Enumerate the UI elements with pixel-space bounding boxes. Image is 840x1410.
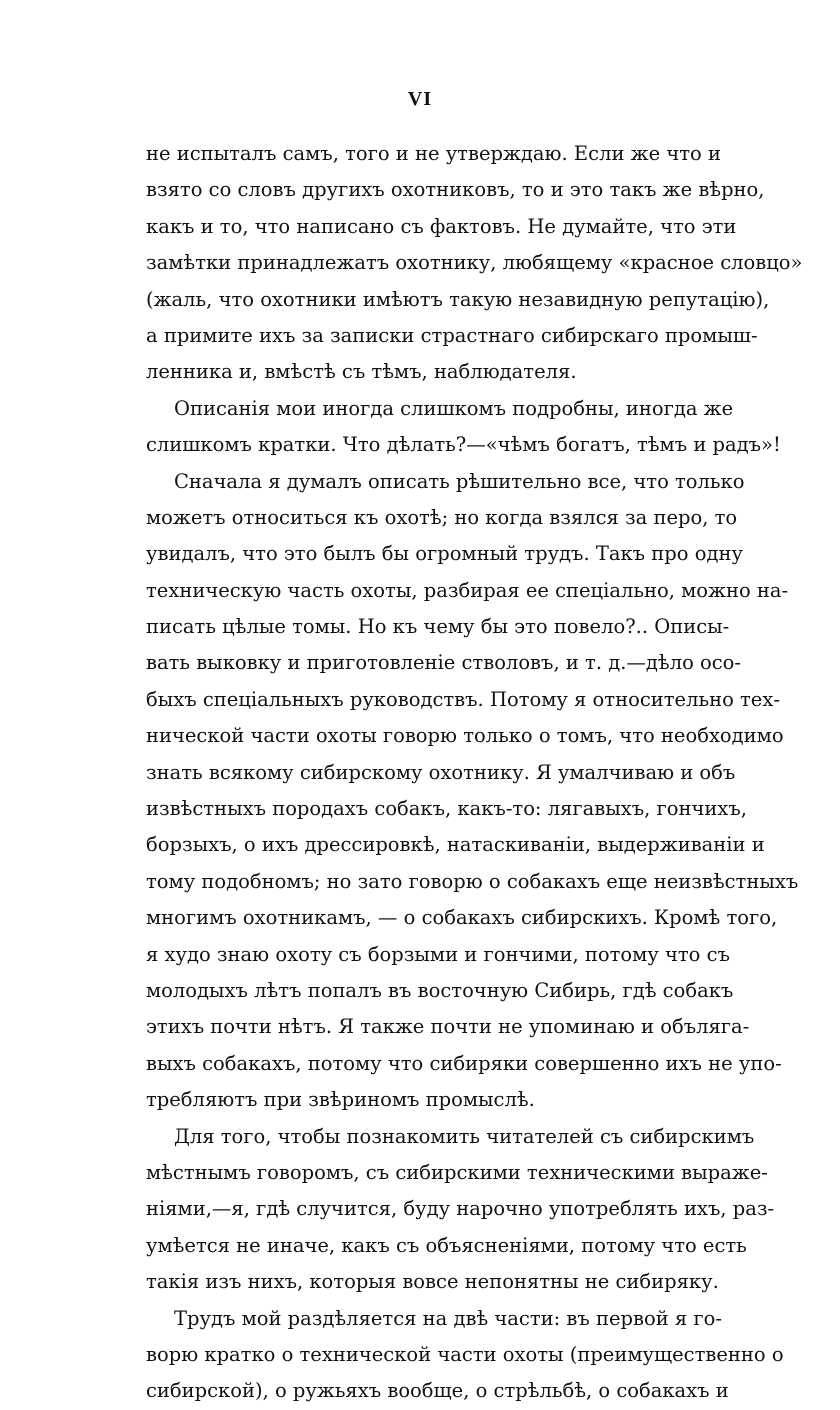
text-line: Описанія мои иногда слишкомъ подробны, иногда же (174, 396, 734, 420)
text-line: нической части охоты говорю только о томъ, что необходимо (146, 724, 784, 748)
text-line: можетъ относиться къ охотѣ; но когда взялся за перо, то (146, 505, 738, 529)
paragraph (146, 464, 799, 1119)
text-line: ленника и, вмѣстѣ съ тѣмъ, наблюдателя. (146, 360, 577, 384)
text-line: этихъ почти нѣтъ. Я также почти не упоминаю и объляга- (146, 1015, 750, 1039)
text-line: Для того, чтобы познакомить читателей съ сибирскимъ (174, 1124, 755, 1148)
text-line: извѣстныхъ породахъ собакъ, какъ-то: лягавыхъ, гончихъ, (146, 797, 747, 821)
text-line: умѣется не иначе, какъ съ объясненіями, потому что есть (146, 1233, 747, 1257)
text-line: такія изъ нихъ, которыя вовсе непонятны не сибиряку. (146, 1270, 719, 1294)
text-line: не испыталъ самъ, того и не утверждаю. Если же что и (146, 142, 721, 165)
text-line: быхъ спеціальныхъ руководствъ. Потому я относительно тех- (146, 687, 780, 711)
text-line: техническую часть охоты, разбирая ее спеціально, можно на- (146, 578, 789, 602)
text-line: ніями,—я, гдѣ случится, буду нарочно употреблять ихъ, раз- (146, 1197, 775, 1221)
text-line: я худо знаю охоту съ борзыми и гончими, потому что съ (146, 942, 730, 966)
text-line: мѣстнымъ говоромъ, съ сибирскими техническими выраже- (146, 1160, 768, 1184)
text-line: Сначала я думалъ описать рѣшительно все, что только (174, 469, 745, 493)
text-line: знать всякому сибирскому охотнику. Я умалчиваю и объ (146, 760, 736, 784)
text-line: борзыхъ, о ихъ дрессировкѣ, натаскиваніи, выдерживаніи и (146, 833, 765, 857)
paragraph (146, 1301, 784, 1410)
text-line: Трудъ мой раздѣляется на двѣ части: въ первой я го- (174, 1306, 722, 1330)
text-line: взято со словъ другихъ охотниковъ, то и это такъ же вѣрно, (146, 178, 765, 202)
page-number: VI (407, 88, 433, 110)
text-line: замѣтки принадлежатъ охотнику, любящему «красное словцо» (146, 251, 803, 275)
text-line: многимъ охотникамъ, — о собакахъ сибирскихъ. Кромѣ того, (146, 906, 778, 930)
text-line: какъ и то, что написано съ фактовъ. Не думайте, что эти (146, 214, 737, 238)
text-line: ворю кратко о технической части охоты (преимущественно о (146, 1342, 784, 1366)
paragraph (146, 391, 781, 464)
text-line: увидалъ, что это былъ бы огромный трудъ. Такъ про одну (146, 542, 743, 566)
text-line: писать цѣлые томы. Но къ чему бы это повело?.. Описы- (146, 615, 730, 639)
text-line: а примите ихъ за записки страстнаго сибирскаго промыш- (146, 323, 758, 347)
text-line: слишкомъ кратки. Что дѣлать?—«чѣмъ богатъ, тѣмъ и радъ»! (146, 433, 781, 457)
body-text (146, 136, 803, 1410)
text-line: сибирской), о ружьяхъ вообще, о стрѣльбѣ, о собакахъ и (146, 1379, 729, 1403)
paragraph (146, 136, 803, 391)
text-line: выхъ собакахъ, потому что сибиряки совершенно ихъ не упо- (146, 1051, 782, 1075)
text-line: тому подобномъ; но зато говорю о собакахъ еще неизвѣстныхъ (146, 869, 799, 893)
text-line: вать выковку и приготовленіе стволовъ, и т. д.—дѣло осо- (146, 651, 742, 675)
text-line: требляютъ при звѣриномъ промыслѣ. (146, 1088, 535, 1112)
text-line: (жаль, что охотники имѣютъ такую незавидную репутацію), (146, 287, 770, 311)
text-line: молодыхъ лѣтъ попалъ въ восточную Сибирь, гдѣ собакъ (146, 978, 734, 1002)
paragraph (146, 1119, 775, 1301)
